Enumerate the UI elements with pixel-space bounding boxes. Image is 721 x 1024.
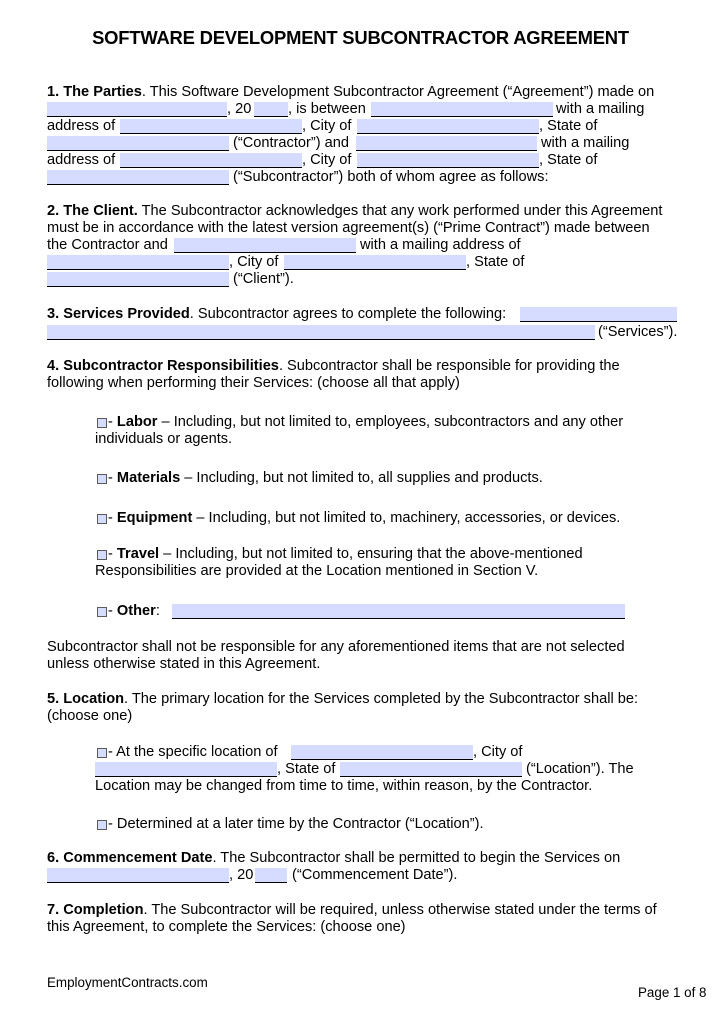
client-city-field[interactable] xyxy=(284,255,466,270)
document-title: SOFTWARE DEVELOPMENT SUBCONTRACTOR AGREEMENT xyxy=(92,27,629,48)
commencement-tail-label: (“Commencement Date”). xyxy=(292,867,458,883)
location-note: Location may be changed from time to time, within reason, by the Contractor. xyxy=(95,778,593,794)
option-text: : xyxy=(155,603,160,619)
subcontractor-city-field[interactable] xyxy=(357,153,539,168)
option-text: – Including, but not limited to, employees, subcontractors and any other xyxy=(157,414,624,430)
agreement-year-field[interactable] xyxy=(254,102,288,117)
services-tail-label: (“Services”). xyxy=(598,324,678,340)
option-text: – Including, but not limited to, all supplies and products. xyxy=(180,470,543,486)
with-mailing-address-label: with a mailing address of xyxy=(360,237,521,253)
option-label: Travel xyxy=(116,546,160,562)
city-of-label: , City of xyxy=(229,254,279,270)
specific-location-checkbox[interactable] xyxy=(97,748,107,758)
dash: - xyxy=(108,603,117,619)
contractor-city-field[interactable] xyxy=(357,119,539,134)
section-text: The Subcontractor acknowledges that any work performed under this Agreement xyxy=(137,203,663,219)
section-note: unless otherwise stated in this Agreement. xyxy=(47,656,321,672)
section-text: . Subcontractor shall be responsible for providing the xyxy=(278,358,620,374)
subcontractor-tail-label: (“Subcontractor”) both of whom agree as follows: xyxy=(233,169,549,185)
year-prefix: , 20 xyxy=(227,101,252,117)
section-text: . The Subcontractor will be required, unless otherwise stated under the terms of xyxy=(143,902,657,918)
client-name-field[interactable] xyxy=(174,238,356,253)
section-text: following when performing their Services: (choose all that apply) xyxy=(47,375,460,391)
contractor-and-label: (“Contractor”) and xyxy=(233,135,349,151)
option-label: Materials xyxy=(116,470,181,486)
section-text: . Subcontractor agrees to complete the following: xyxy=(189,306,507,322)
option-text: – Including, but not limited to, ensuring that the above-mentioned xyxy=(159,546,583,562)
dash: - xyxy=(108,510,117,526)
option-label: Equipment xyxy=(116,510,193,526)
labor-checkbox[interactable] xyxy=(97,418,107,428)
subcontractor-name-field[interactable] xyxy=(356,136,537,151)
other-field[interactable] xyxy=(172,604,625,619)
state-of-label: , State of xyxy=(539,118,598,134)
commencement-date-field[interactable] xyxy=(47,868,229,883)
section-heading: 4. Subcontractor Responsibilities xyxy=(47,358,279,374)
state-of-label: , State of xyxy=(466,254,525,270)
section-heading: 1. The Parties xyxy=(47,84,142,100)
contractor-name-field[interactable] xyxy=(371,102,553,117)
section-note: Subcontractor shall not be responsible for any aforementioned items that are not selected xyxy=(47,639,625,655)
section-text: . The primary location for the Services completed by the Subcontractor shall be: xyxy=(124,691,639,707)
commencement-year-field[interactable] xyxy=(255,868,287,883)
client-tail-label: (“Client”). xyxy=(233,271,294,287)
location-city-field[interactable] xyxy=(95,762,277,777)
section-text: this Agreement, to complete the Services: (choose one) xyxy=(47,919,406,935)
dash: - xyxy=(108,546,117,562)
section-text: . This Software Development Subcontractor Agreement (“Agreement”) made on xyxy=(141,84,655,100)
section-text: . The Subcontractor shall be permitted to begin the Services on xyxy=(212,850,621,866)
address-of-label: address of xyxy=(47,118,116,134)
contractor-state-field[interactable] xyxy=(47,136,229,151)
later-location-checkbox[interactable] xyxy=(97,820,107,830)
contractor-and-label: the Contractor and xyxy=(47,237,168,253)
client-address-field[interactable] xyxy=(47,255,229,270)
option-text: Responsibilities are provided at the Location mentioned in Section V. xyxy=(95,563,539,579)
section-text: (choose one) xyxy=(47,708,133,724)
page-number: Page 1 of 8 xyxy=(638,985,707,1000)
section-heading: 5. Location xyxy=(47,691,125,707)
subcontractor-address-field[interactable] xyxy=(120,153,302,168)
footer-site: EmploymentContracts.com xyxy=(47,975,208,990)
city-of-label: , City of xyxy=(302,118,352,134)
location-tail-label: (“Location”). The xyxy=(526,761,634,777)
section-heading: 3. Services Provided xyxy=(47,306,190,322)
state-of-label: , State of xyxy=(539,152,598,168)
services-field-line2[interactable] xyxy=(47,325,595,340)
location-address-field[interactable] xyxy=(291,745,473,760)
option-text: individuals or agents. xyxy=(95,431,233,447)
option-label: Other xyxy=(116,603,156,619)
location-state-field[interactable] xyxy=(340,762,522,777)
materials-checkbox[interactable] xyxy=(97,474,107,484)
travel-checkbox[interactable] xyxy=(97,550,107,560)
section-heading: 7. Completion xyxy=(47,902,144,918)
contractor-address-field[interactable] xyxy=(120,119,302,134)
dash: - xyxy=(108,470,117,486)
with-mailing-label: with a mailing xyxy=(541,135,630,151)
section-text: must be in accordance with the latest version agreement(s) (“Prime Contract”) made between xyxy=(47,220,650,236)
state-of-label: , State of xyxy=(277,761,336,777)
address-of-label: address of xyxy=(47,152,116,168)
with-mailing-label: with a mailing xyxy=(556,101,645,117)
agreement-date-field[interactable] xyxy=(47,102,227,117)
option-text: – Including, but not limited to, machinery, accessories, or devices. xyxy=(192,510,621,526)
other-checkbox[interactable] xyxy=(97,607,107,617)
equipment-checkbox[interactable] xyxy=(97,514,107,524)
section-heading: 2. The Client. xyxy=(47,203,138,219)
section-heading: 6. Commencement Date xyxy=(47,850,213,866)
city-of-label: , City of xyxy=(302,152,352,168)
option-label: Labor xyxy=(116,414,158,430)
subcontractor-state-field[interactable] xyxy=(47,170,229,185)
services-field-line1[interactable] xyxy=(520,307,677,322)
year-prefix: , 20 xyxy=(229,867,254,883)
dash: - xyxy=(108,414,117,430)
specific-location-label: - At the specific location of xyxy=(108,744,278,760)
client-state-field[interactable] xyxy=(47,272,229,287)
city-of-label: , City of xyxy=(473,744,523,760)
later-location-label: - Determined at a later time by the Contractor (“Location”). xyxy=(108,816,484,832)
is-between-label: , is between xyxy=(288,101,366,117)
